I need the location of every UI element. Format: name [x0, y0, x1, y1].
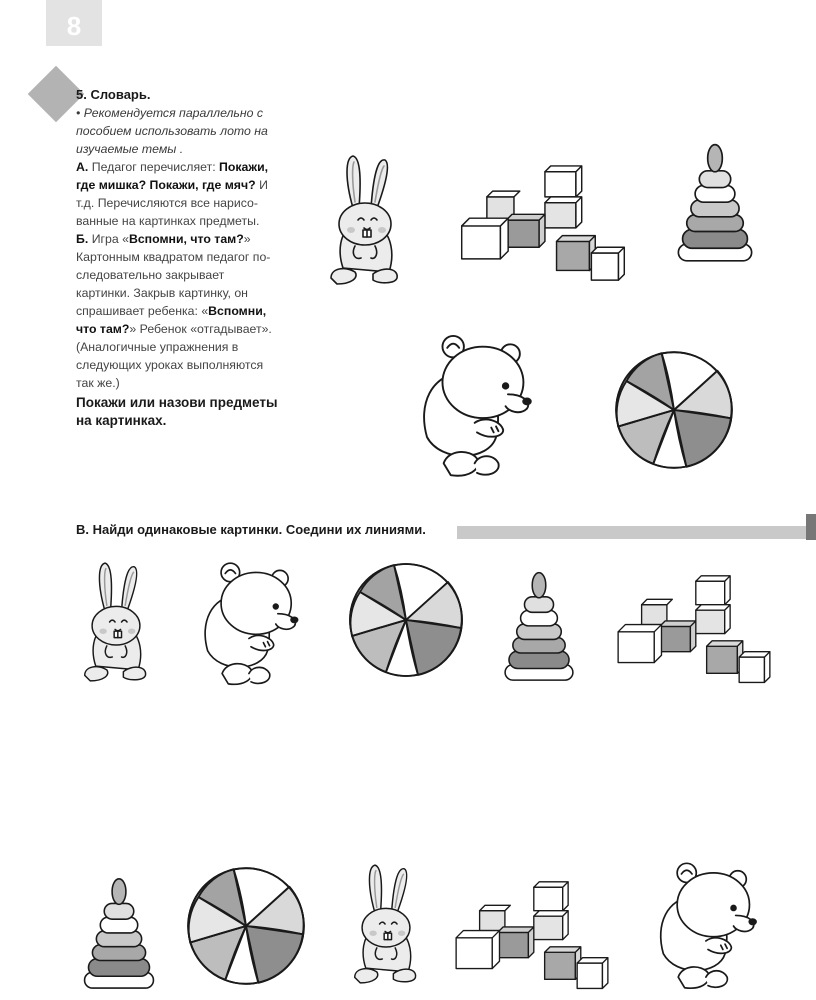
part-a-rest: И т.д. Перечисляются все нарисованные на картинках предметы. — [76, 178, 268, 228]
task-heading: В. Найди одинаковые картинки. Соедини их линиями. — [76, 522, 426, 537]
row1-bear-picture[interactable] — [196, 558, 306, 688]
part-b-game-close: » — [243, 232, 251, 246]
part-b-label: Б. — [76, 232, 89, 246]
part-b-intro: Игра « — [91, 232, 129, 246]
section-title: 5. Словарь. — [76, 87, 151, 102]
final-instruction: Покажи или назови предметы на картинках. — [76, 395, 278, 428]
lotto-note: • Рекомендуется параллельно с пособием использовать лото на изучаемые темы . — [76, 106, 268, 156]
part-b-game-name: Вспомни, что там? — [128, 232, 244, 246]
part-b-body-1: Картонным квадратом педагог последовательно закрывает картинки. Закрыв картинку, он спрашивает ребенка: « — [76, 250, 271, 318]
row2-ball-picture[interactable] — [184, 864, 308, 988]
row2-bunny-picture[interactable] — [340, 854, 432, 994]
row2-pyramid-picture[interactable] — [76, 866, 162, 992]
bunny-picture — [310, 150, 420, 290]
part-b — [76, 230, 280, 248]
part-b-body — [76, 248, 280, 392]
part-a-prompt: Покажи, где мишка? Покажи, где мяч? — [76, 160, 269, 192]
ball-picture — [612, 348, 736, 472]
part-b-body-2: » Ребенок «отгадывает». (Аналогичные упражнения в следующих уроках выполняются так же.) — [76, 322, 272, 390]
row1-bunny-picture[interactable] — [70, 552, 162, 692]
blocks-picture — [448, 164, 638, 284]
part-a-label: А. — [76, 160, 89, 174]
row2-blocks-picture[interactable] — [452, 880, 612, 992]
part-b-question: Вспомни, что там? — [76, 304, 267, 336]
row2-bear-picture[interactable] — [652, 858, 764, 992]
task-heading-bar — [457, 526, 816, 539]
pyramid-picture — [670, 128, 760, 268]
row1-pyramid-picture[interactable] — [496, 560, 582, 684]
row1-ball-picture[interactable] — [346, 560, 466, 680]
instructions-column — [76, 86, 280, 430]
page-number: 8 — [46, 0, 102, 46]
page-edge-mark — [806, 514, 816, 540]
row1-blocks-picture[interactable] — [614, 574, 774, 686]
part-a — [76, 158, 280, 230]
bear-picture — [412, 330, 542, 480]
part-a-intro: Педагог перечисляет: — [91, 160, 216, 174]
